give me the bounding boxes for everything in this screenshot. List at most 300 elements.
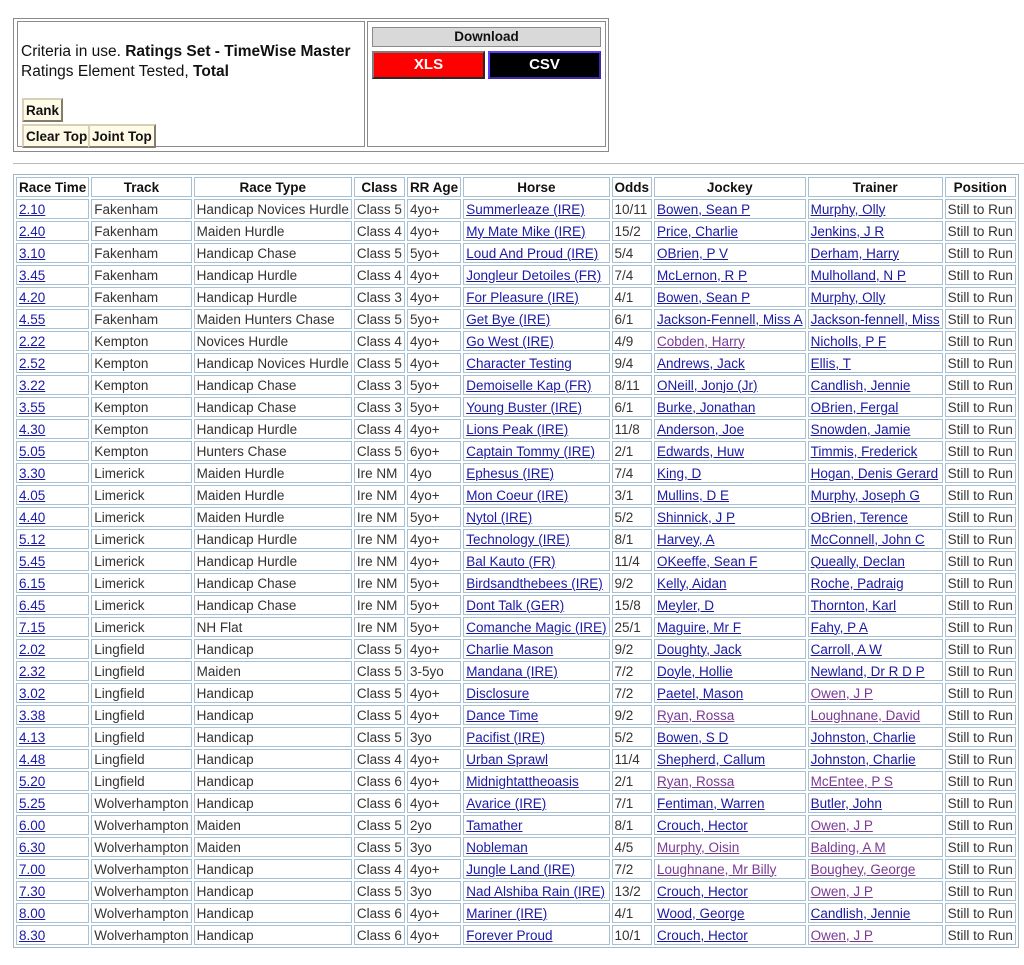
jockey-link[interactable]: Crouch, Hector bbox=[657, 817, 748, 833]
horse-link[interactable]: Lions Peak (IRE) bbox=[466, 421, 569, 437]
odds-cell: 5/2 bbox=[612, 507, 653, 527]
race-time-link[interactable]: 4.48 bbox=[19, 751, 46, 767]
horse-link[interactable]: Loud And Proud (IRE) bbox=[466, 245, 599, 261]
horse-cell bbox=[463, 617, 609, 637]
race-time-cell bbox=[16, 639, 89, 659]
table-row bbox=[16, 705, 1016, 725]
trainer-link[interactable]: McEntee, P S bbox=[810, 773, 893, 789]
jockey-link[interactable]: Murphy, Oisin bbox=[657, 839, 740, 855]
trainer-link[interactable]: Butler, John bbox=[810, 795, 882, 811]
horse-cell bbox=[463, 749, 609, 769]
jockey-link[interactable]: Harvey, A bbox=[657, 531, 715, 547]
trainer-cell bbox=[808, 309, 943, 329]
jockey-link[interactable]: Maguire, Mr F bbox=[657, 619, 742, 635]
position-cell: Still to Run bbox=[945, 265, 1016, 285]
jockey-link[interactable]: Cobden, Harry bbox=[657, 333, 745, 349]
horse-cell bbox=[463, 661, 609, 681]
horse-cell bbox=[463, 551, 609, 571]
ratings-set: Ratings Set - TimeWise Master bbox=[125, 43, 351, 60]
track-cell: Fakenham bbox=[91, 287, 191, 307]
jockey-link[interactable]: Bowen, S D bbox=[657, 729, 729, 745]
position-cell: Still to Run bbox=[945, 617, 1016, 637]
horse-cell bbox=[463, 441, 609, 461]
class-cell: Ire NM bbox=[354, 529, 405, 549]
horse-link[interactable]: My Mate Mike (IRE) bbox=[466, 223, 586, 239]
jockey-cell bbox=[654, 573, 806, 593]
race-time-link[interactable]: 8.00 bbox=[19, 905, 46, 921]
race-type-cell: Maiden Hunters Chase bbox=[194, 309, 352, 329]
class-cell: Class 4 bbox=[354, 221, 405, 241]
track-cell: Lingfield bbox=[91, 705, 191, 725]
odds-cell: 4/1 bbox=[612, 287, 653, 307]
jockey-link[interactable]: Bowen, Sean P bbox=[657, 289, 751, 305]
jockey-link[interactable]: ONeill, Jonjo (Jr) bbox=[657, 377, 758, 393]
jockey-link[interactable]: OKeeffe, Sean F bbox=[657, 553, 758, 569]
class-cell: Class 4 bbox=[354, 419, 405, 439]
trainer-link[interactable]: Queally, Declan bbox=[810, 553, 905, 569]
trainer-cell bbox=[808, 771, 943, 791]
race-time-link[interactable]: 3.22 bbox=[19, 377, 46, 393]
trainer-link[interactable]: Roche, Padraig bbox=[810, 575, 904, 591]
race-type-cell: Handicap bbox=[194, 925, 352, 945]
jockey-link[interactable]: Price, Charlie bbox=[657, 223, 739, 239]
odds-cell: 7/2 bbox=[612, 661, 653, 681]
race-time-link[interactable]: 8.30 bbox=[19, 927, 46, 943]
odds-cell: 11/4 bbox=[612, 551, 653, 571]
race-time-link[interactable]: 5.05 bbox=[19, 443, 46, 459]
horse-link[interactable]: Mariner (IRE) bbox=[466, 905, 548, 921]
table-row bbox=[16, 507, 1016, 527]
trainer-link[interactable]: Derham, Harry bbox=[810, 245, 900, 261]
position-cell: Still to Run bbox=[945, 375, 1016, 395]
jockey-link[interactable]: Anderson, Joe bbox=[657, 421, 745, 437]
trainer-link[interactable]: Jenkins, J R bbox=[810, 223, 885, 239]
track-cell: Kempton bbox=[91, 419, 191, 439]
track-cell: Limerick bbox=[91, 529, 191, 549]
jockey-link[interactable]: Fentiman, Warren bbox=[657, 795, 765, 811]
jockey-link[interactable]: Crouch, Hector bbox=[657, 927, 748, 943]
race-time-cell bbox=[16, 859, 89, 879]
horse-link[interactable]: Comanche Magic (IRE) bbox=[466, 619, 607, 635]
table-row bbox=[16, 617, 1016, 637]
horse-link[interactable]: Mon Coeur (IRE) bbox=[466, 487, 569, 503]
trainer-cell bbox=[808, 661, 943, 681]
race-time-link[interactable]: 2.32 bbox=[19, 663, 46, 679]
jockey-cell bbox=[654, 925, 806, 945]
race-time-cell bbox=[16, 771, 89, 791]
odds-cell: 7/2 bbox=[612, 683, 653, 703]
age-cell: 5yo+ bbox=[407, 595, 461, 615]
odds-cell: 4/1 bbox=[612, 903, 653, 923]
rank-button[interactable]: Rank bbox=[22, 98, 63, 122]
horse-link[interactable]: Dont Talk (GER) bbox=[466, 597, 565, 613]
odds-cell: 9/2 bbox=[612, 639, 653, 659]
track-cell: Fakenham bbox=[91, 309, 191, 329]
race-time-link[interactable]: 2.22 bbox=[19, 333, 46, 349]
jockey-link[interactable]: Mullins, D E bbox=[657, 487, 730, 503]
race-type-cell: Handicap Hurdle bbox=[194, 265, 352, 285]
jockey-cell bbox=[654, 221, 806, 241]
horse-link[interactable]: Disclosure bbox=[466, 685, 530, 701]
position-cell: Still to Run bbox=[945, 903, 1016, 923]
odds-cell: 9/4 bbox=[612, 353, 653, 373]
race-time-link[interactable]: 3.55 bbox=[19, 399, 46, 415]
trainer-link[interactable]: Johnston, Charlie bbox=[810, 729, 916, 745]
class-cell: Class 5 bbox=[354, 837, 405, 857]
position-cell: Still to Run bbox=[945, 815, 1016, 835]
odds-cell: 5/4 bbox=[612, 243, 653, 263]
race-time-link[interactable]: 3.02 bbox=[19, 685, 46, 701]
position-cell: Still to Run bbox=[945, 199, 1016, 219]
horse-cell bbox=[463, 485, 609, 505]
horse-cell bbox=[463, 221, 609, 241]
column-header: Track bbox=[91, 177, 191, 197]
trainer-link[interactable]: Johnston, Charlie bbox=[810, 751, 916, 767]
horse-cell bbox=[463, 529, 609, 549]
odds-cell: 7/1 bbox=[612, 793, 653, 813]
trainer-link[interactable]: OBrien, Terence bbox=[810, 509, 908, 525]
jockey-link[interactable]: Kelly, Aidan bbox=[657, 575, 727, 591]
jockey-link[interactable]: Edwards, Huw bbox=[657, 443, 745, 459]
horse-cell bbox=[463, 309, 609, 329]
trainer-link[interactable]: Owen, J P bbox=[810, 927, 873, 943]
race-time-link[interactable]: 5.45 bbox=[19, 553, 46, 569]
table-header-row bbox=[16, 177, 1016, 197]
race-time-link[interactable]: 4.05 bbox=[19, 487, 46, 503]
race-time-cell bbox=[16, 529, 89, 549]
horse-link[interactable]: Dance Time bbox=[466, 707, 539, 723]
horse-link[interactable]: Charlie Mason bbox=[466, 641, 554, 657]
class-cell: Class 5 bbox=[354, 309, 405, 329]
trainer-link[interactable]: Hogan, Denis Gerard bbox=[810, 465, 939, 481]
table-row bbox=[16, 265, 1016, 285]
age-cell: 4yo+ bbox=[407, 551, 461, 571]
trainer-link[interactable]: OBrien, Fergal bbox=[810, 399, 899, 415]
race-time-link[interactable]: 7.15 bbox=[19, 619, 46, 635]
class-cell: Class 4 bbox=[354, 749, 405, 769]
trainer-cell bbox=[808, 375, 943, 395]
jockey-link[interactable]: Ryan, Rossa bbox=[657, 773, 735, 789]
odds-cell: 11/4 bbox=[612, 749, 653, 769]
jockey-link[interactable]: OBrien, P V bbox=[657, 245, 729, 261]
track-cell: Wolverhampton bbox=[91, 793, 191, 813]
race-type-cell: Handicap bbox=[194, 705, 352, 725]
horse-link[interactable]: Urban Sprawl bbox=[466, 751, 548, 767]
trainer-link[interactable]: Newland, Dr R D P bbox=[810, 663, 925, 679]
trainer-link[interactable]: Owen, J P bbox=[810, 817, 873, 833]
horse-link[interactable]: Summerleaze (IRE) bbox=[466, 201, 585, 217]
track-cell: Fakenham bbox=[91, 199, 191, 219]
horse-link[interactable]: Young Buster (IRE) bbox=[466, 399, 583, 415]
position-cell: Still to Run bbox=[945, 727, 1016, 747]
odds-cell: 15/2 bbox=[612, 221, 653, 241]
jockey-cell bbox=[654, 793, 806, 813]
trainer-link[interactable]: Owen, J P bbox=[810, 883, 873, 899]
odds-cell: 7/4 bbox=[612, 463, 653, 483]
race-time-link[interactable]: 6.00 bbox=[19, 817, 46, 833]
table-row bbox=[16, 375, 1016, 395]
horse-cell bbox=[463, 287, 609, 307]
jockey-link[interactable]: Doyle, Hollie bbox=[657, 663, 733, 679]
trainer-link[interactable]: Murphy, Olly bbox=[810, 201, 886, 217]
age-cell: 4yo+ bbox=[407, 419, 461, 439]
jockey-link[interactable]: Crouch, Hector bbox=[657, 883, 748, 899]
odds-cell: 7/2 bbox=[612, 859, 653, 879]
horse-link[interactable]: Technology (IRE) bbox=[466, 531, 570, 547]
race-time-cell bbox=[16, 419, 89, 439]
jockey-link[interactable]: King, D bbox=[657, 465, 702, 481]
jockey-link[interactable]: Paetel, Mason bbox=[657, 685, 744, 701]
odds-cell: 5/2 bbox=[612, 727, 653, 747]
position-cell: Still to Run bbox=[945, 441, 1016, 461]
trainer-link[interactable]: Boughey, George bbox=[810, 861, 916, 877]
race-time-link[interactable]: 4.20 bbox=[19, 289, 46, 305]
jockey-link[interactable]: Shinnick, J P bbox=[657, 509, 736, 525]
race-time-cell bbox=[16, 595, 89, 615]
jockey-link[interactable]: Shepherd, Callum bbox=[657, 751, 766, 767]
jockey-cell bbox=[654, 529, 806, 549]
horse-link[interactable]: Bal Kauto (FR) bbox=[466, 553, 556, 569]
trainer-link[interactable]: Owen, J P bbox=[810, 685, 873, 701]
age-cell: 4yo+ bbox=[407, 749, 461, 769]
xls-download-button[interactable]: XLS bbox=[372, 51, 485, 79]
trainer-link[interactable]: Murphy, Olly bbox=[810, 289, 886, 305]
horse-link[interactable]: Mandana (IRE) bbox=[466, 663, 558, 679]
position-cell: Still to Run bbox=[945, 837, 1016, 857]
horse-link[interactable]: Jongleur Detoiles (FR) bbox=[466, 267, 602, 283]
trainer-cell bbox=[808, 243, 943, 263]
jockey-cell bbox=[654, 331, 806, 351]
race-time-link[interactable]: 2.40 bbox=[19, 223, 46, 239]
race-type-cell: Handicap Chase bbox=[194, 595, 352, 615]
position-cell: Still to Run bbox=[945, 507, 1016, 527]
age-cell: 4yo+ bbox=[407, 265, 461, 285]
trainer-cell bbox=[808, 617, 943, 637]
class-cell: Class 6 bbox=[354, 903, 405, 923]
position-cell: Still to Run bbox=[945, 771, 1016, 791]
horse-link[interactable]: Pacifist (IRE) bbox=[466, 729, 545, 745]
jockey-cell bbox=[654, 617, 806, 637]
jockey-link[interactable]: Ryan, Rossa bbox=[657, 707, 735, 723]
horse-link[interactable]: Go West (IRE) bbox=[466, 333, 554, 349]
race-type-cell: Handicap bbox=[194, 683, 352, 703]
trainer-cell bbox=[808, 353, 943, 373]
horse-link[interactable]: Character Testing bbox=[466, 355, 572, 371]
race-time-link[interactable]: 7.30 bbox=[19, 883, 46, 899]
race-time-link[interactable]: 4.40 bbox=[19, 509, 46, 525]
table-row bbox=[16, 199, 1016, 219]
race-type-cell: Maiden Hurdle bbox=[194, 463, 352, 483]
race-type-cell: Maiden Hurdle bbox=[194, 507, 352, 527]
horse-link[interactable]: Nobleman bbox=[466, 839, 528, 855]
horse-link[interactable]: Forever Proud bbox=[466, 927, 553, 943]
odds-cell: 2/1 bbox=[612, 771, 653, 791]
jockey-link[interactable]: Meyler, D bbox=[657, 597, 715, 613]
odds-cell: 3/1 bbox=[612, 485, 653, 505]
class-cell: Class 4 bbox=[354, 859, 405, 879]
table-row bbox=[16, 551, 1016, 571]
jockey-cell bbox=[654, 265, 806, 285]
table-row bbox=[16, 397, 1016, 417]
track-cell: Limerick bbox=[91, 573, 191, 593]
divider bbox=[13, 163, 1024, 164]
race-time-link[interactable]: 5.25 bbox=[19, 795, 46, 811]
class-cell: Class 5 bbox=[354, 815, 405, 835]
race-time-cell bbox=[16, 463, 89, 483]
track-cell: Fakenham bbox=[91, 265, 191, 285]
trainer-link[interactable]: Timmis, Frederick bbox=[810, 443, 918, 459]
race-time-link[interactable]: 4.13 bbox=[19, 729, 46, 745]
trainer-link[interactable]: Ellis, T bbox=[810, 355, 851, 371]
table-row bbox=[16, 749, 1016, 769]
horse-cell bbox=[463, 925, 609, 945]
horse-link[interactable]: Avarice (IRE) bbox=[466, 795, 547, 811]
jockey-link[interactable]: Doughty, Jack bbox=[657, 641, 742, 657]
age-cell: 3yo bbox=[407, 837, 461, 857]
class-cell: Ire NM bbox=[354, 617, 405, 637]
horse-link[interactable]: Jungle Land (IRE) bbox=[466, 861, 576, 877]
race-time-link[interactable]: 7.00 bbox=[19, 861, 46, 877]
horse-link[interactable]: For Pleasure (IRE) bbox=[466, 289, 579, 305]
position-cell: Still to Run bbox=[945, 551, 1016, 571]
horse-cell bbox=[463, 243, 609, 263]
horse-link[interactable]: Ephesus (IRE) bbox=[466, 465, 554, 481]
horse-link[interactable]: Birdsandthebees (IRE) bbox=[466, 575, 603, 591]
jockey-link[interactable]: McLernon, R P bbox=[657, 267, 748, 283]
trainer-link[interactable]: Mulholland, N P bbox=[810, 267, 906, 283]
race-time-link[interactable]: 5.12 bbox=[19, 531, 46, 547]
trainer-link[interactable]: Loughnane, David bbox=[810, 707, 921, 723]
horse-link[interactable]: Midnightattheoasis bbox=[466, 773, 579, 789]
race-time-cell bbox=[16, 441, 89, 461]
horse-link[interactable]: Nytol (IRE) bbox=[466, 509, 533, 525]
race-type-cell: Maiden Hurdle bbox=[194, 221, 352, 241]
position-cell: Still to Run bbox=[945, 595, 1016, 615]
clear-top-button[interactable]: Clear Top bbox=[22, 124, 91, 148]
odds-cell: 8/1 bbox=[612, 529, 653, 549]
race-time-cell bbox=[16, 221, 89, 241]
race-type-cell: Handicap bbox=[194, 903, 352, 923]
csv-download-button[interactable]: CSV bbox=[488, 51, 601, 79]
odds-cell: 10/1 bbox=[612, 925, 653, 945]
race-time-link[interactable]: 3.30 bbox=[19, 465, 46, 481]
joint-top-button[interactable]: Joint Top bbox=[88, 124, 156, 148]
race-time-link[interactable]: 6.30 bbox=[19, 839, 46, 855]
race-time-link[interactable]: 2.02 bbox=[19, 641, 46, 657]
race-time-link[interactable]: 4.30 bbox=[19, 421, 46, 437]
trainer-link[interactable]: Snowden, Jamie bbox=[810, 421, 911, 437]
trainer-link[interactable]: Balding, A M bbox=[810, 839, 886, 855]
position-cell: Still to Run bbox=[945, 881, 1016, 901]
race-time-cell bbox=[16, 485, 89, 505]
race-time-link[interactable]: 2.10 bbox=[19, 201, 46, 217]
jockey-cell bbox=[654, 507, 806, 527]
class-cell: Class 5 bbox=[354, 683, 405, 703]
track-cell: Wolverhampton bbox=[91, 859, 191, 879]
criteria-box bbox=[17, 21, 365, 147]
race-type-cell: Handicap Hurdle bbox=[194, 551, 352, 571]
trainer-cell bbox=[808, 287, 943, 307]
class-cell: Class 6 bbox=[354, 771, 405, 791]
age-cell: 5yo+ bbox=[407, 573, 461, 593]
odds-cell: 6/1 bbox=[612, 397, 653, 417]
race-time-link[interactable]: 3.10 bbox=[19, 245, 46, 261]
jockey-link[interactable]: Andrews, Jack bbox=[657, 355, 745, 371]
class-cell: Ire NM bbox=[354, 507, 405, 527]
horse-link[interactable]: Nad Alshiba Rain (IRE) bbox=[466, 883, 606, 899]
race-time-link[interactable]: 3.38 bbox=[19, 707, 46, 723]
horse-cell bbox=[463, 353, 609, 373]
class-cell: Class 5 bbox=[354, 705, 405, 725]
track-cell: Limerick bbox=[91, 463, 191, 483]
horse-cell bbox=[463, 265, 609, 285]
table-row bbox=[16, 727, 1016, 747]
class-cell: Class 5 bbox=[354, 353, 405, 373]
trainer-link[interactable]: Carroll, A W bbox=[810, 641, 882, 657]
track-cell: Wolverhampton bbox=[91, 815, 191, 835]
jockey-cell bbox=[654, 551, 806, 571]
race-time-link[interactable]: 4.55 bbox=[19, 311, 46, 327]
trainer-cell bbox=[808, 705, 943, 725]
age-cell: 4yo+ bbox=[407, 353, 461, 373]
jockey-link[interactable]: Wood, George bbox=[657, 905, 745, 921]
trainer-link[interactable]: Candlish, Jennie bbox=[810, 905, 911, 921]
jockey-link[interactable]: Jackson-Fennell, Miss A bbox=[657, 311, 803, 327]
trainer-link[interactable]: Murphy, Joseph G bbox=[810, 487, 920, 503]
trainer-cell bbox=[808, 199, 943, 219]
position-cell: Still to Run bbox=[945, 573, 1016, 593]
race-time-cell bbox=[16, 353, 89, 373]
trainer-link[interactable]: Jackson-fennell, Miss bbox=[810, 311, 940, 327]
race-time-link[interactable]: 3.45 bbox=[19, 267, 46, 283]
track-cell: Limerick bbox=[91, 595, 191, 615]
track-cell: Lingfield bbox=[91, 727, 191, 747]
age-cell: 3yo bbox=[407, 881, 461, 901]
trainer-link[interactable]: Fahy, P A bbox=[810, 619, 868, 635]
class-cell: Ire NM bbox=[354, 463, 405, 483]
trainer-cell bbox=[808, 463, 943, 483]
jockey-link[interactable]: Bowen, Sean P bbox=[657, 201, 751, 217]
horse-link[interactable]: Demoiselle Kap (FR) bbox=[466, 377, 592, 393]
trainer-link[interactable]: Nicholls, P F bbox=[810, 333, 887, 349]
race-type-cell: Handicap bbox=[194, 727, 352, 747]
track-cell: Kempton bbox=[91, 375, 191, 395]
position-cell: Still to Run bbox=[945, 485, 1016, 505]
trainer-link[interactable]: McConnell, John C bbox=[810, 531, 925, 547]
age-cell: 3-5yo bbox=[407, 661, 461, 681]
horse-link[interactable]: Tamather bbox=[466, 817, 523, 833]
table-row bbox=[16, 529, 1016, 549]
horse-cell bbox=[463, 793, 609, 813]
horse-link[interactable]: Captain Tommy (IRE) bbox=[466, 443, 595, 459]
odds-cell: 25/1 bbox=[612, 617, 653, 637]
jockey-link[interactable]: Burke, Jonathan bbox=[657, 399, 756, 415]
trainer-link[interactable]: Candlish, Jennie bbox=[810, 377, 911, 393]
race-time-link[interactable]: 6.15 bbox=[19, 575, 46, 591]
class-cell: Class 4 bbox=[354, 265, 405, 285]
race-time-link[interactable]: 2.52 bbox=[19, 355, 46, 371]
jockey-link[interactable]: Loughnane, Mr Billy bbox=[657, 861, 777, 877]
track-cell: Fakenham bbox=[91, 221, 191, 241]
table-row bbox=[16, 837, 1016, 857]
race-time-cell bbox=[16, 749, 89, 769]
race-time-link[interactable]: 5.20 bbox=[19, 773, 46, 789]
race-time-link[interactable]: 6.45 bbox=[19, 597, 46, 613]
trainer-link[interactable]: Thornton, Karl bbox=[810, 597, 897, 613]
trainer-cell bbox=[808, 441, 943, 461]
race-time-cell bbox=[16, 265, 89, 285]
horse-link[interactable]: Get Bye (IRE) bbox=[466, 311, 551, 327]
